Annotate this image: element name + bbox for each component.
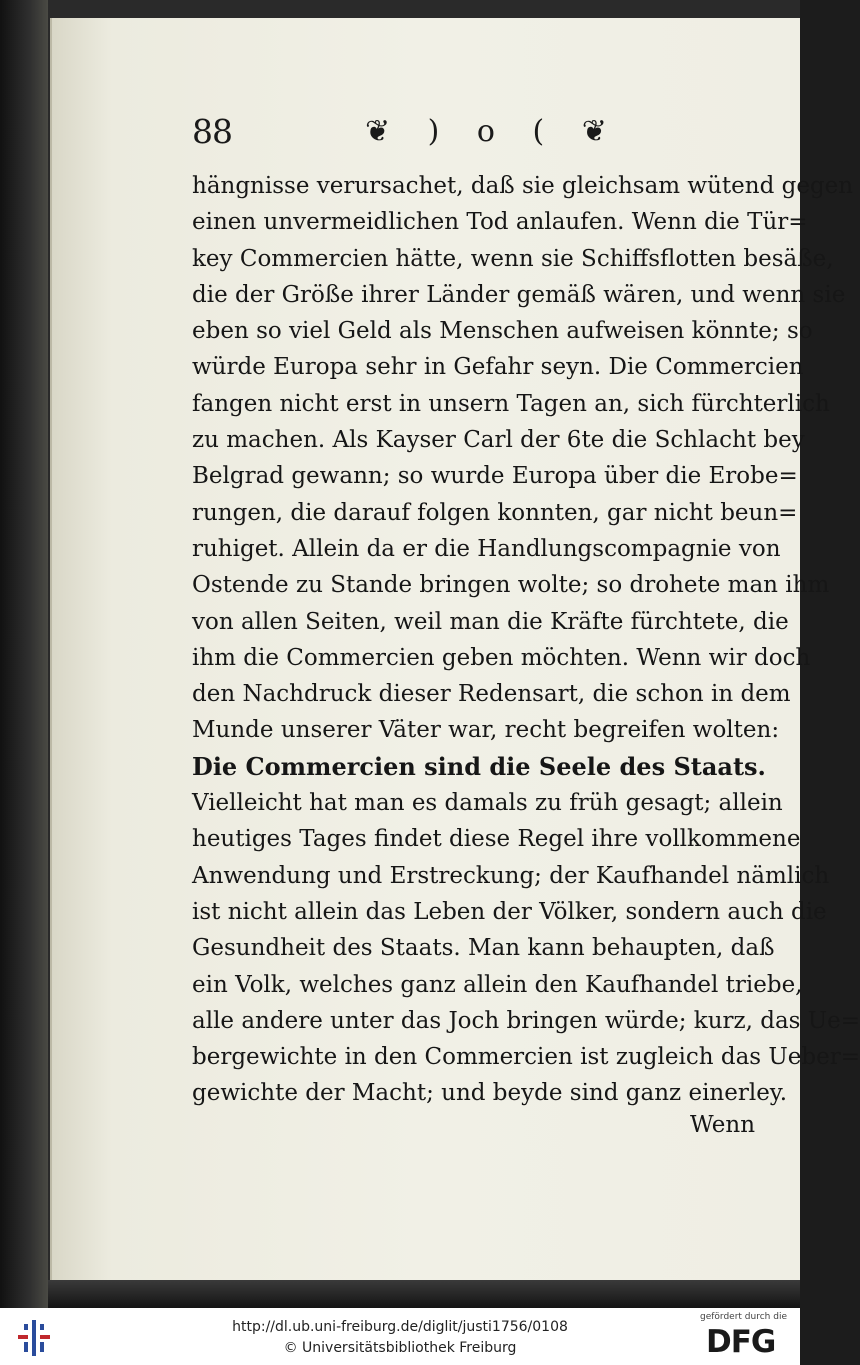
- text-line: die der Größe ihrer Länder gemäß wären, und wenn sie: [192, 281, 846, 308]
- text-line: Vielleicht hat man es damals zu früh gesagt; allein: [192, 790, 783, 817]
- text-line: eben so viel Geld als Menschen aufweisen könnte; so: [192, 318, 813, 345]
- catchword: Wenn: [690, 1112, 756, 1138]
- page-number: 88: [192, 112, 232, 151]
- body-text: [192, 168, 860, 1112]
- text-line: hängnisse verursachet, daß sie gleichsam wütend gegen: [192, 173, 854, 199]
- text-line: ein Volk, welches ganz allein den Kaufhandel triebe,: [192, 971, 803, 998]
- text-line: key Commercien hätte, wenn sie Schiffsflotten besäße,: [192, 245, 834, 272]
- text-line: würde Europa sehr in Gefahr seyn. Die Commercien: [192, 354, 804, 381]
- text-line: Belgrad gewann; so wurde Europa über die Erobe=: [192, 463, 798, 490]
- text-line: einen unvermeidlichen Tod anlaufen. Wenn die Tür=: [192, 209, 808, 236]
- book-spine-edge: [0, 0, 48, 1308]
- text-line: Gesundheit des Staats. Man kann behaupten, daß: [192, 935, 775, 962]
- text-line: zu machen. Als Kayser Carl der 6te die Schlacht bey: [192, 427, 805, 454]
- text-line: Ostende zu Stande bringen wolte; so drohete man ihm: [192, 572, 830, 599]
- text-line: ihm die Commercien geben möchten. Wenn wir doch: [192, 644, 811, 671]
- viewer-footer: [0, 1308, 800, 1365]
- text-line: Munde unserer Väter war, recht begreifen wolten:: [192, 717, 780, 744]
- text-line: Anwendung und Erstreckung; der Kaufhandel nämlich: [192, 862, 830, 889]
- text-line: den Nachdruck dieser Redensart, die schon in dem: [192, 681, 791, 708]
- page-shadow: [48, 1280, 800, 1308]
- text-line: ruhiget. Allein da er die Handlungscompagnie von: [192, 535, 781, 562]
- text-line: fangen nicht erst in unsern Tagen an, sich fürchterlich: [192, 390, 830, 417]
- text-line: gewichte der Macht; und beyde sind ganz einerley.: [192, 1080, 788, 1107]
- emphasized-maxim: Die Commercien sind die Seele des Staats.: [192, 751, 766, 781]
- copyright-notice: © Universitätsbibliothek Freiburg: [283, 1340, 517, 1356]
- funding-note: gefördert durch die: [700, 1312, 787, 1322]
- text-line: heutiges Tages findet diese Regel ihre vollkommene: [192, 826, 801, 853]
- text-line: ist nicht allein das Leben der Völker, sondern auch die: [192, 898, 827, 925]
- header-ornament: ❦ ) o ( ❦: [365, 114, 621, 149]
- permalink-url[interactable]: http://dl.ub.uni-freiburg.de/diglit/justi1756/0108: [232, 1319, 568, 1335]
- text-line: rungen, die darauf folgen konnten, gar nicht beun=: [192, 499, 798, 526]
- dfg-logo: DFG: [706, 1324, 776, 1360]
- text-line: alle andere unter das Joch bringen würde; kurz, das Ue=: [192, 1007, 860, 1034]
- page-header: [192, 112, 762, 162]
- text-line: von allen Seiten, weil man die Kräfte fürchtete, die: [192, 608, 789, 635]
- text-line: bergewichte in den Commercien ist zugleich das Ueber=: [192, 1044, 860, 1071]
